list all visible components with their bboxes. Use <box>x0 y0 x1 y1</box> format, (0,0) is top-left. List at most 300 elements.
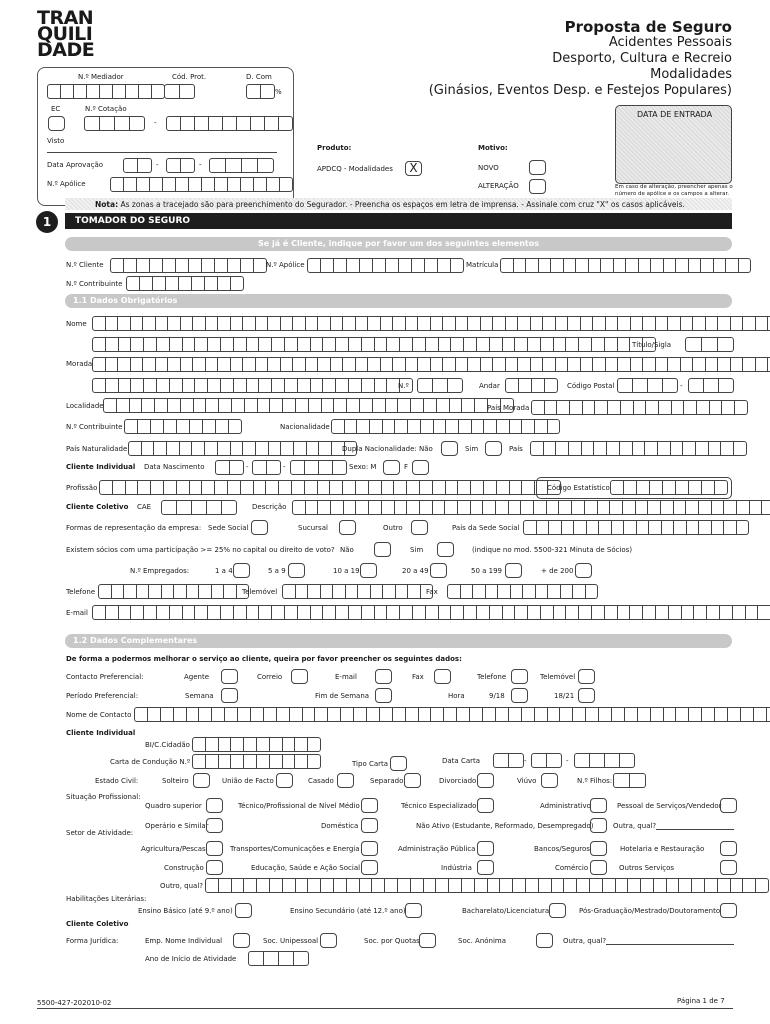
char-box[interactable] <box>696 441 709 456</box>
uniao-checkbox[interactable] <box>276 773 293 788</box>
char-box[interactable] <box>221 337 234 352</box>
char-box[interactable] <box>206 754 219 769</box>
char-boxes[interactable] <box>110 258 267 273</box>
char-box[interactable] <box>552 878 565 893</box>
char-box[interactable] <box>656 357 669 372</box>
char-box[interactable] <box>734 441 747 456</box>
char-box[interactable] <box>728 707 741 722</box>
char-box[interactable] <box>252 460 267 475</box>
char-box[interactable] <box>456 316 469 331</box>
char-box[interactable] <box>341 707 354 722</box>
char-box[interactable] <box>281 441 294 456</box>
char-box[interactable] <box>106 357 119 372</box>
char-box[interactable] <box>343 316 356 331</box>
aprovacao-year[interactable] <box>209 158 274 173</box>
char-box[interactable] <box>519 378 532 393</box>
char-box[interactable] <box>551 258 564 273</box>
char-box[interactable] <box>715 480 728 495</box>
char-boxes[interactable] <box>500 258 751 273</box>
char-box[interactable] <box>119 378 132 393</box>
char-box[interactable] <box>683 441 696 456</box>
char-box[interactable] <box>336 605 349 620</box>
char-box[interactable] <box>483 500 496 515</box>
char-box[interactable] <box>225 707 238 722</box>
char-box[interactable] <box>128 441 142 456</box>
char-box[interactable] <box>311 378 324 393</box>
codigo-postal-field[interactable] <box>617 378 678 393</box>
char-box[interactable] <box>603 878 616 893</box>
char-box[interactable] <box>503 337 516 352</box>
char-box[interactable] <box>431 357 444 372</box>
char-box[interactable] <box>486 584 499 599</box>
char-box[interactable] <box>535 707 548 722</box>
char-box[interactable] <box>215 258 228 273</box>
char-box[interactable] <box>195 378 208 393</box>
fim-semana-checkbox[interactable] <box>375 688 392 703</box>
char-box[interactable] <box>356 500 369 515</box>
char-box[interactable] <box>219 754 232 769</box>
char-box[interactable] <box>295 754 308 769</box>
char-box[interactable] <box>375 378 388 393</box>
char-box[interactable] <box>548 584 561 599</box>
hotel-checkbox[interactable] <box>720 841 737 856</box>
char-box[interactable] <box>731 357 744 372</box>
char-box[interactable] <box>539 878 552 893</box>
solteiro-checkbox[interactable] <box>193 773 210 788</box>
char-box[interactable] <box>614 258 627 273</box>
char-box[interactable] <box>754 707 767 722</box>
nome-field-2[interactable] <box>92 337 656 352</box>
char-box[interactable] <box>682 605 695 620</box>
char-boxes[interactable] <box>530 441 747 456</box>
char-box[interactable] <box>446 480 459 495</box>
char-box[interactable] <box>724 520 737 535</box>
char-box[interactable] <box>347 878 360 893</box>
char-box[interactable] <box>702 707 715 722</box>
char-box[interactable] <box>719 378 734 393</box>
char-box[interactable] <box>424 398 437 413</box>
char-box[interactable] <box>531 357 544 372</box>
char-box[interactable] <box>544 441 557 456</box>
char-box[interactable] <box>218 276 231 291</box>
codigo-estatistico-field[interactable] <box>610 480 728 495</box>
char-box[interactable] <box>192 500 207 515</box>
char-box[interactable] <box>244 878 257 893</box>
char-box[interactable] <box>574 753 590 768</box>
char-box[interactable] <box>618 605 631 620</box>
char-box[interactable] <box>331 316 344 331</box>
char-box[interactable] <box>464 605 477 620</box>
char-boxes[interactable] <box>92 605 770 620</box>
char-box[interactable] <box>103 398 117 413</box>
char-box[interactable] <box>509 707 522 722</box>
char-box[interactable] <box>663 378 678 393</box>
char-box[interactable] <box>705 878 718 893</box>
nao-ativo-checkbox[interactable] <box>590 818 607 833</box>
char-box[interactable] <box>431 707 444 722</box>
char-box[interactable] <box>306 500 319 515</box>
char-box[interactable] <box>92 605 106 620</box>
char-boxes[interactable] <box>98 584 249 599</box>
char-box[interactable] <box>498 584 511 599</box>
char-box[interactable] <box>585 500 598 515</box>
char-box[interactable] <box>590 753 605 768</box>
char-box[interactable] <box>177 500 192 515</box>
char-boxes[interactable] <box>252 460 281 475</box>
char-box[interactable] <box>151 419 164 434</box>
emp-2-checkbox[interactable] <box>288 563 305 578</box>
char-box[interactable] <box>686 500 699 515</box>
char-box[interactable] <box>400 605 413 620</box>
char-box[interactable] <box>344 500 357 515</box>
char-box[interactable] <box>156 357 169 372</box>
char-box[interactable] <box>618 337 631 352</box>
char-box[interactable] <box>156 316 169 331</box>
char-box[interactable] <box>645 441 658 456</box>
char-box[interactable] <box>193 316 206 331</box>
data-carta-year[interactable] <box>574 753 635 768</box>
char-box[interactable] <box>264 951 279 966</box>
char-box[interactable] <box>720 605 733 620</box>
titulo-field[interactable] <box>685 337 734 352</box>
char-box[interactable] <box>649 520 662 535</box>
char-box[interactable] <box>750 500 763 515</box>
educ-checkbox[interactable] <box>361 860 378 875</box>
char-box[interactable] <box>131 337 144 352</box>
char-box[interactable] <box>406 357 419 372</box>
char-box[interactable] <box>163 258 176 273</box>
char-box[interactable] <box>718 878 731 893</box>
char-box[interactable] <box>643 316 656 331</box>
char-box[interactable] <box>743 878 756 893</box>
char-box[interactable] <box>579 605 592 620</box>
char-box[interactable] <box>699 500 712 515</box>
char-box[interactable] <box>203 419 216 434</box>
char-box[interactable] <box>293 357 306 372</box>
char-box[interactable] <box>212 707 225 722</box>
char-box[interactable] <box>406 707 419 722</box>
char-box[interactable] <box>168 398 181 413</box>
agente-checkbox[interactable] <box>221 669 238 684</box>
char-box[interactable] <box>138 419 151 434</box>
char-box[interactable] <box>461 584 474 599</box>
char-box[interactable] <box>199 707 212 722</box>
char-box[interactable] <box>472 419 485 434</box>
char-boxes[interactable] <box>610 480 728 495</box>
char-box[interactable] <box>462 878 475 893</box>
char-box[interactable] <box>383 584 396 599</box>
char-box[interactable] <box>354 707 367 722</box>
char-box[interactable] <box>294 441 307 456</box>
char-box[interactable] <box>566 605 579 620</box>
char-box[interactable] <box>318 500 331 515</box>
char-box[interactable] <box>148 707 161 722</box>
char-box[interactable] <box>331 500 344 515</box>
char-box[interactable] <box>582 441 595 456</box>
char-box[interactable] <box>399 258 412 273</box>
char-box[interactable] <box>500 258 514 273</box>
char-box[interactable] <box>215 460 230 475</box>
char-box[interactable] <box>285 337 298 352</box>
char-box[interactable] <box>92 316 106 331</box>
char-box[interactable] <box>605 337 618 352</box>
char-boxes[interactable] <box>613 773 646 788</box>
char-box[interactable] <box>306 316 319 331</box>
char-boxes[interactable] <box>99 480 561 495</box>
data-carta-day[interactable] <box>493 753 524 768</box>
char-box[interactable] <box>110 258 124 273</box>
char-box[interactable] <box>143 357 156 372</box>
char-box[interactable] <box>651 258 664 273</box>
char-box[interactable] <box>307 258 321 273</box>
char-box[interactable] <box>206 357 219 372</box>
char-box[interactable] <box>528 605 541 620</box>
char-box[interactable] <box>444 707 457 722</box>
char-box[interactable] <box>523 584 536 599</box>
char-box[interactable] <box>208 337 221 352</box>
char-box[interactable] <box>549 520 562 535</box>
aprovacao-month[interactable] <box>166 158 195 173</box>
char-box[interactable] <box>623 500 636 515</box>
char-box[interactable] <box>208 605 221 620</box>
char-box[interactable] <box>557 400 570 415</box>
char-box[interactable] <box>436 878 449 893</box>
char-box[interactable] <box>308 737 321 752</box>
char-box[interactable] <box>183 605 196 620</box>
char-box[interactable] <box>349 605 362 620</box>
char-boxes[interactable] <box>192 737 321 752</box>
char-box[interactable] <box>323 337 336 352</box>
n-apolice-field[interactable] <box>307 258 464 273</box>
char-box[interactable] <box>532 378 545 393</box>
char-box[interactable] <box>505 378 519 393</box>
char-box[interactable] <box>219 737 232 752</box>
char-box[interactable] <box>510 480 523 495</box>
char-box[interactable] <box>438 258 451 273</box>
char-box[interactable] <box>484 419 497 434</box>
char-box[interactable] <box>247 378 260 393</box>
socios-sim-checkbox[interactable] <box>437 542 454 557</box>
char-box[interactable] <box>496 707 509 722</box>
char-box[interactable] <box>395 500 408 515</box>
char-box[interactable] <box>493 753 509 768</box>
char-box[interactable] <box>124 584 137 599</box>
char-box[interactable] <box>257 737 270 752</box>
outro-qual-field[interactable] <box>205 878 769 893</box>
char-boxes[interactable] <box>124 419 242 434</box>
char-box[interactable] <box>283 754 296 769</box>
char-box[interactable] <box>190 480 203 495</box>
char-box[interactable] <box>179 276 192 291</box>
char-box[interactable] <box>398 398 411 413</box>
char-box[interactable] <box>456 357 469 372</box>
char-box[interactable] <box>134 707 148 722</box>
char-box[interactable] <box>718 357 731 372</box>
char-box[interactable] <box>568 357 581 372</box>
char-boxes[interactable] <box>215 460 244 475</box>
sede-checkbox[interactable] <box>251 520 268 535</box>
char-box[interactable] <box>170 337 183 352</box>
char-box[interactable] <box>192 754 206 769</box>
ec-field[interactable] <box>48 116 65 131</box>
adm-pub-checkbox[interactable] <box>477 841 494 856</box>
char-box[interactable] <box>624 520 637 535</box>
char-box[interactable] <box>692 878 705 893</box>
char-box[interactable] <box>756 357 769 372</box>
dupla-nao-checkbox[interactable] <box>441 441 458 456</box>
char-box[interactable] <box>554 605 567 620</box>
char-box[interactable] <box>285 378 298 393</box>
char-box[interactable] <box>522 480 535 495</box>
char-box[interactable] <box>685 337 702 352</box>
char-box[interactable] <box>243 441 256 456</box>
char-box[interactable] <box>490 337 503 352</box>
char-box[interactable] <box>668 357 681 372</box>
char-box[interactable] <box>270 737 283 752</box>
char-box[interactable] <box>606 357 619 372</box>
char-box[interactable] <box>471 500 484 515</box>
char-box[interactable] <box>161 707 174 722</box>
nome-field[interactable] <box>92 316 770 331</box>
char-box[interactable] <box>290 707 303 722</box>
char-box[interactable] <box>119 605 132 620</box>
char-box[interactable] <box>266 480 279 495</box>
char-box[interactable] <box>372 878 385 893</box>
char-box[interactable] <box>238 707 251 722</box>
char-box[interactable] <box>360 878 373 893</box>
char-box[interactable] <box>380 707 393 722</box>
char-box[interactable] <box>694 605 707 620</box>
char-box[interactable] <box>739 258 752 273</box>
alteracao-checkbox[interactable] <box>529 179 546 194</box>
char-box[interactable] <box>431 316 444 331</box>
char-box[interactable] <box>124 419 138 434</box>
char-box[interactable] <box>562 520 575 535</box>
char-box[interactable] <box>155 398 168 413</box>
char-box[interactable] <box>256 357 269 372</box>
char-box[interactable] <box>362 378 375 393</box>
char-box[interactable] <box>131 357 144 372</box>
char-box[interactable] <box>321 584 334 599</box>
char-box[interactable] <box>308 878 321 893</box>
char-box[interactable] <box>446 419 459 434</box>
char-box[interactable] <box>119 337 132 352</box>
char-box[interactable] <box>473 584 486 599</box>
char-box[interactable] <box>157 605 170 620</box>
char-box[interactable] <box>270 878 283 893</box>
char-box[interactable] <box>205 441 218 456</box>
char-box[interactable] <box>681 357 694 372</box>
char-box[interactable] <box>106 337 119 352</box>
char-box[interactable] <box>488 878 501 893</box>
char-box[interactable] <box>601 258 614 273</box>
quotas-checkbox[interactable] <box>419 933 436 948</box>
char-box[interactable] <box>458 500 471 515</box>
char-boxes[interactable] <box>493 753 524 768</box>
char-boxes[interactable] <box>282 584 433 599</box>
email-pref-checkbox[interactable] <box>375 669 392 684</box>
char-box[interactable] <box>360 398 373 413</box>
char-box[interactable] <box>216 419 229 434</box>
char-boxes[interactable] <box>505 378 558 393</box>
char-box[interactable] <box>637 520 650 535</box>
char-box[interactable] <box>383 419 396 434</box>
char-box[interactable] <box>408 584 421 599</box>
char-box[interactable] <box>715 707 728 722</box>
char-box[interactable] <box>621 400 634 415</box>
char-box[interactable] <box>684 400 697 415</box>
novo-checkbox[interactable] <box>529 160 546 175</box>
char-box[interactable] <box>149 584 162 599</box>
char-box[interactable] <box>357 419 370 434</box>
char-box[interactable] <box>484 480 497 495</box>
outra-qual-line[interactable] <box>656 829 734 830</box>
char-box[interactable] <box>306 357 319 372</box>
char-box[interactable] <box>497 419 510 434</box>
char-box[interactable] <box>626 258 639 273</box>
char-box[interactable] <box>718 316 731 331</box>
char-box[interactable] <box>539 258 552 273</box>
char-box[interactable] <box>439 605 452 620</box>
char-box[interactable] <box>181 316 194 331</box>
char-box[interactable] <box>281 316 294 331</box>
char-box[interactable] <box>298 337 311 352</box>
char-box[interactable] <box>183 378 196 393</box>
char-box[interactable] <box>664 258 677 273</box>
char-box[interactable] <box>656 605 669 620</box>
char-box[interactable] <box>190 419 203 434</box>
sucursal-checkbox[interactable] <box>339 520 356 535</box>
separado-checkbox[interactable] <box>404 773 421 788</box>
char-box[interactable] <box>367 707 380 722</box>
char-box[interactable] <box>671 441 684 456</box>
char-box[interactable] <box>426 337 439 352</box>
andar-field[interactable] <box>505 378 558 393</box>
char-box[interactable] <box>231 441 244 456</box>
char-box[interactable] <box>333 584 346 599</box>
fax-field[interactable] <box>447 584 598 599</box>
char-box[interactable] <box>493 357 506 372</box>
char-box[interactable] <box>674 520 687 535</box>
char-box[interactable] <box>408 419 421 434</box>
char-box[interactable] <box>319 460 333 475</box>
char-box[interactable] <box>570 400 583 415</box>
char-box[interactable] <box>331 357 344 372</box>
char-box[interactable] <box>618 316 631 331</box>
tec-checkbox[interactable] <box>361 798 378 813</box>
char-box[interactable] <box>411 878 424 893</box>
sexo-f-checkbox[interactable] <box>412 460 429 475</box>
char-box[interactable] <box>92 357 106 372</box>
char-box[interactable] <box>298 605 311 620</box>
char-box[interactable] <box>564 878 577 893</box>
char-box[interactable] <box>254 480 267 495</box>
char-box[interactable] <box>541 605 554 620</box>
char-boxes[interactable] <box>290 460 347 475</box>
char-box[interactable] <box>180 441 193 456</box>
anonima-checkbox[interactable] <box>536 933 553 948</box>
char-box[interactable] <box>195 337 208 352</box>
char-box[interactable] <box>643 605 656 620</box>
char-box[interactable] <box>746 605 759 620</box>
char-box[interactable] <box>556 441 569 456</box>
char-box[interactable] <box>560 707 573 722</box>
char-box[interactable] <box>595 400 608 415</box>
char-box[interactable] <box>625 707 638 722</box>
carta-field[interactable] <box>192 754 321 769</box>
char-box[interactable] <box>189 258 202 273</box>
char-box[interactable] <box>545 400 558 415</box>
